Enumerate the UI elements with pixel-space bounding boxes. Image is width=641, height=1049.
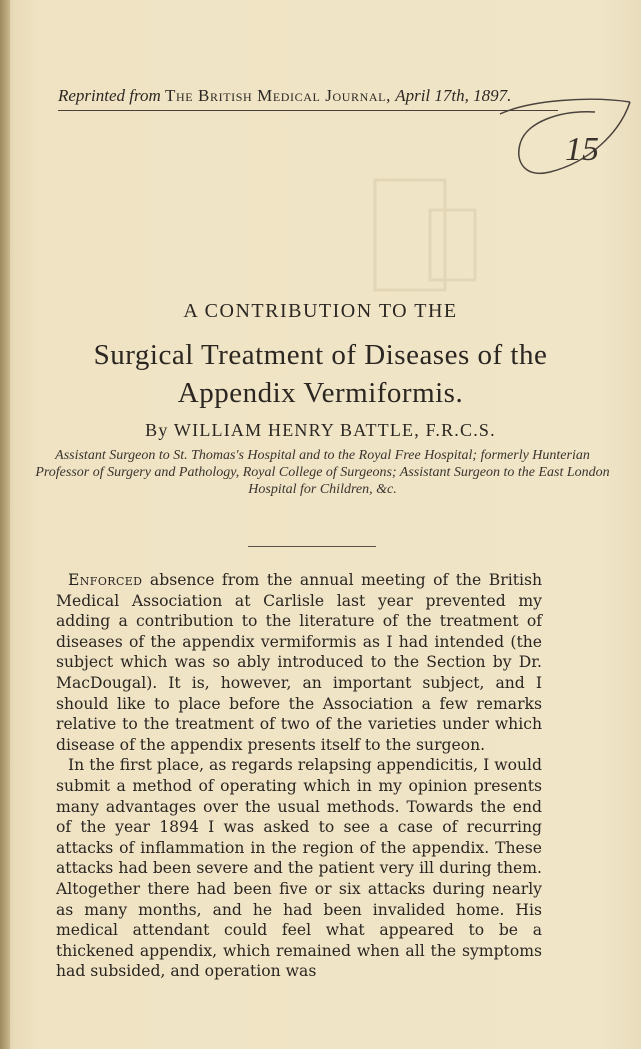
section-divider [248, 546, 376, 547]
corner-mark-text: 15 [565, 131, 599, 168]
title-kicker: A CONTRIBUTION TO THE [183, 300, 458, 322]
paragraph-1 [56, 570, 542, 755]
page-edge [0, 0, 10, 1049]
author-affiliation: Assistant Surgeon to St. Thomas's Hospital and to the Royal Free Hospital; formerly Hunterian Professor of Surgery and Pathology, Royal College of Surgeons; Assistant Surgeon to the East London Hospital for Children, &c. [35, 448, 610, 497]
paragraph-1-lead: Enforced [68, 571, 143, 589]
paragraph-2: In the first place, as regards relapsing appendicitis, I would submit a method of operating which in my opinion presents many advantages over the usual methods. Towards the end of the year 1894 I was asked to see a case of recurring attacks of inflammation in the region of the appendix. These attacks had been severe and the patient very ill during them. Altogether there had been five or six attacks during nearly as many months, and he had been invalided home. His medical attendant could feel what appeared to be a thickened appendix, which remained when all the symptoms had subsided, and operation was [56, 756, 542, 981]
author-byline: By WILLIAM HENRY BATTLE, F.R.C.S. [145, 420, 496, 440]
issue-date: April 17th, 1897. [395, 86, 512, 105]
journal-name: The British Medical Journal, [165, 86, 391, 105]
title-line-1: Surgical Treatment of Diseases of the [93, 339, 548, 371]
reprinted-from-label: Reprinted from [58, 86, 161, 105]
handwritten-number-mark [470, 92, 640, 212]
title-line-2: Appendix Vermiformis. [177, 377, 464, 409]
paragraph-1-text: absence from the annual meeting of the British Medical Association at Carlisle last year prevented my adding a contribution to the literature of the treatment of diseases of the appendix vermiformis as I had intended (the subject which was so ably introduced to the Section by Dr. MacDougal). It is, however, an important subject, and I should like to place before the Association a few remarks relative to the treatment of two of the varieties under which disease of the appendix presents itself to the surgeon. [56, 571, 542, 754]
page-title [0, 336, 641, 412]
article-body [56, 570, 542, 982]
watermark-stamp [355, 150, 495, 320]
